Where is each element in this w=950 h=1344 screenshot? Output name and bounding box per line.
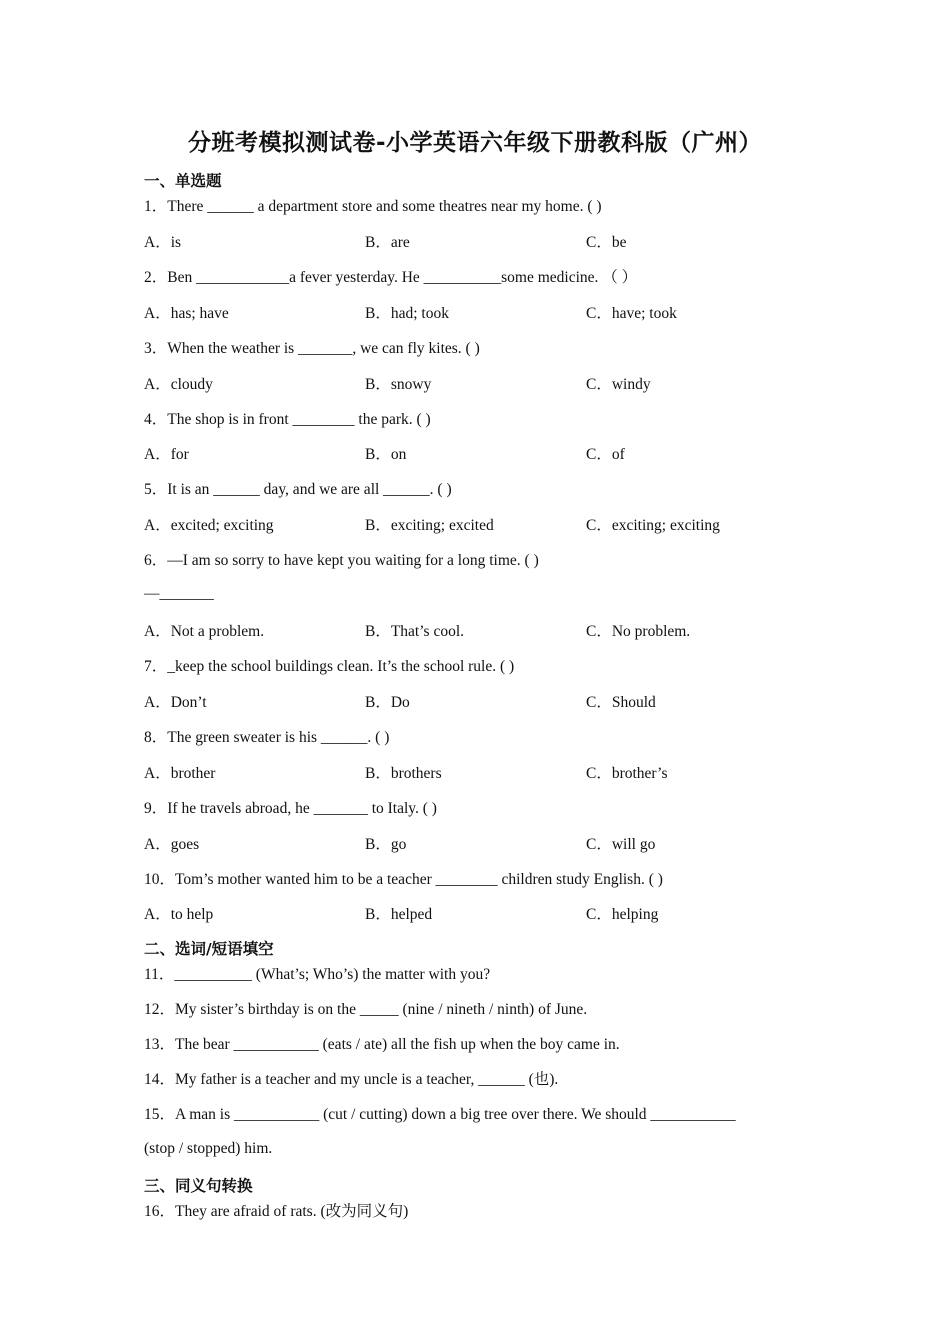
option-b: B．go [365, 836, 407, 853]
option-c: C．No problem. [586, 623, 691, 640]
question-7: 7．_keep the school buildings clean. It’s the school rule. ( ) [144, 658, 515, 675]
section-heading-fill-in: 二、选词/短语填空 [144, 940, 274, 958]
question-8: 8．The green sweater is his ______. ( ) [144, 729, 390, 746]
option-a: A．has; have [144, 305, 229, 322]
question-5: 5．It is an ______ day, and we are all ______. ( ) [144, 481, 452, 498]
option-b: B．brothers [365, 765, 442, 782]
question-9: 9．If he travels abroad, he _______ to Italy. ( ) [144, 800, 437, 817]
option-a: A．goes [144, 836, 200, 853]
question-11: 11．__________ (What’s; Who’s) the matter with you? [144, 966, 491, 983]
question-6: 6．—I am so sorry to have kept you waiting for a long time. ( ) [144, 552, 539, 569]
option-b: B．are [365, 234, 410, 251]
question-2: 2．Ben ____________a fever yesterday. He __________some medicine. （ ） [144, 269, 638, 286]
option-b: B．snowy [365, 376, 432, 393]
option-b: B．had; took [365, 305, 449, 322]
question-12: 12．My sister’s birthday is on the _____ (nine / nineth / ninth) of June. [144, 1001, 588, 1018]
option-c: C．will go [586, 836, 656, 853]
option-a: A．is [144, 234, 182, 251]
question-15: 15．A man is ___________ (cut / cutting) down a big tree over there. We should ___________ [144, 1106, 736, 1123]
option-c: C．brother’s [586, 765, 668, 782]
option-b: B．helped [365, 906, 433, 923]
question-13: 13．The bear ___________ (eats / ate) all the fish up when the boy came in. [144, 1036, 620, 1053]
page-title: 分班考模拟测试卷-小学英语六年级下册教科版（广州） [187, 130, 763, 156]
option-a: A．Not a problem. [144, 623, 265, 640]
option-a: A．Don’t [144, 694, 207, 711]
section-heading-single-choice: 一、单选题 [144, 172, 222, 190]
option-b: B．on [365, 446, 407, 463]
question-15-continued: (stop / stopped) him. [144, 1140, 273, 1157]
option-c: C．have; took [586, 305, 677, 322]
question-1: 1．There ______ a department store and some theatres near my home. ( ) [144, 198, 602, 215]
option-a: A．cloudy [144, 376, 213, 393]
option-b: B．Do [365, 694, 410, 711]
option-c: C．of [586, 446, 625, 463]
option-c: C．exciting; exciting [586, 517, 720, 534]
option-c: C．Should [586, 694, 656, 711]
question-6-response-line: —_______ [144, 585, 214, 602]
option-a: A．brother [144, 765, 216, 782]
option-a: A．for [144, 446, 189, 463]
option-a: A．to help [144, 906, 214, 923]
option-b: B．exciting; excited [365, 517, 494, 534]
option-c: C．be [586, 234, 627, 251]
option-c: C．helping [586, 906, 659, 923]
question-3: 3．When the weather is _______, we can fly kites. ( ) [144, 340, 480, 357]
question-16: 16．They are afraid of rats. (改为同义句) [144, 1203, 409, 1220]
question-14: 14．My father is a teacher and my uncle is a teacher, ______ (也). [144, 1071, 559, 1088]
option-b: B．That’s cool. [365, 623, 465, 640]
question-10: 10．Tom’s mother wanted him to be a teacher ________ children study English. ( ) [144, 871, 663, 888]
question-4: 4．The shop is in front ________ the park. ( ) [144, 411, 431, 428]
section-heading-synonym: 三、同义句转换 [144, 1177, 253, 1195]
option-a: A．excited; exciting [144, 517, 274, 534]
option-c: C．windy [586, 376, 651, 393]
